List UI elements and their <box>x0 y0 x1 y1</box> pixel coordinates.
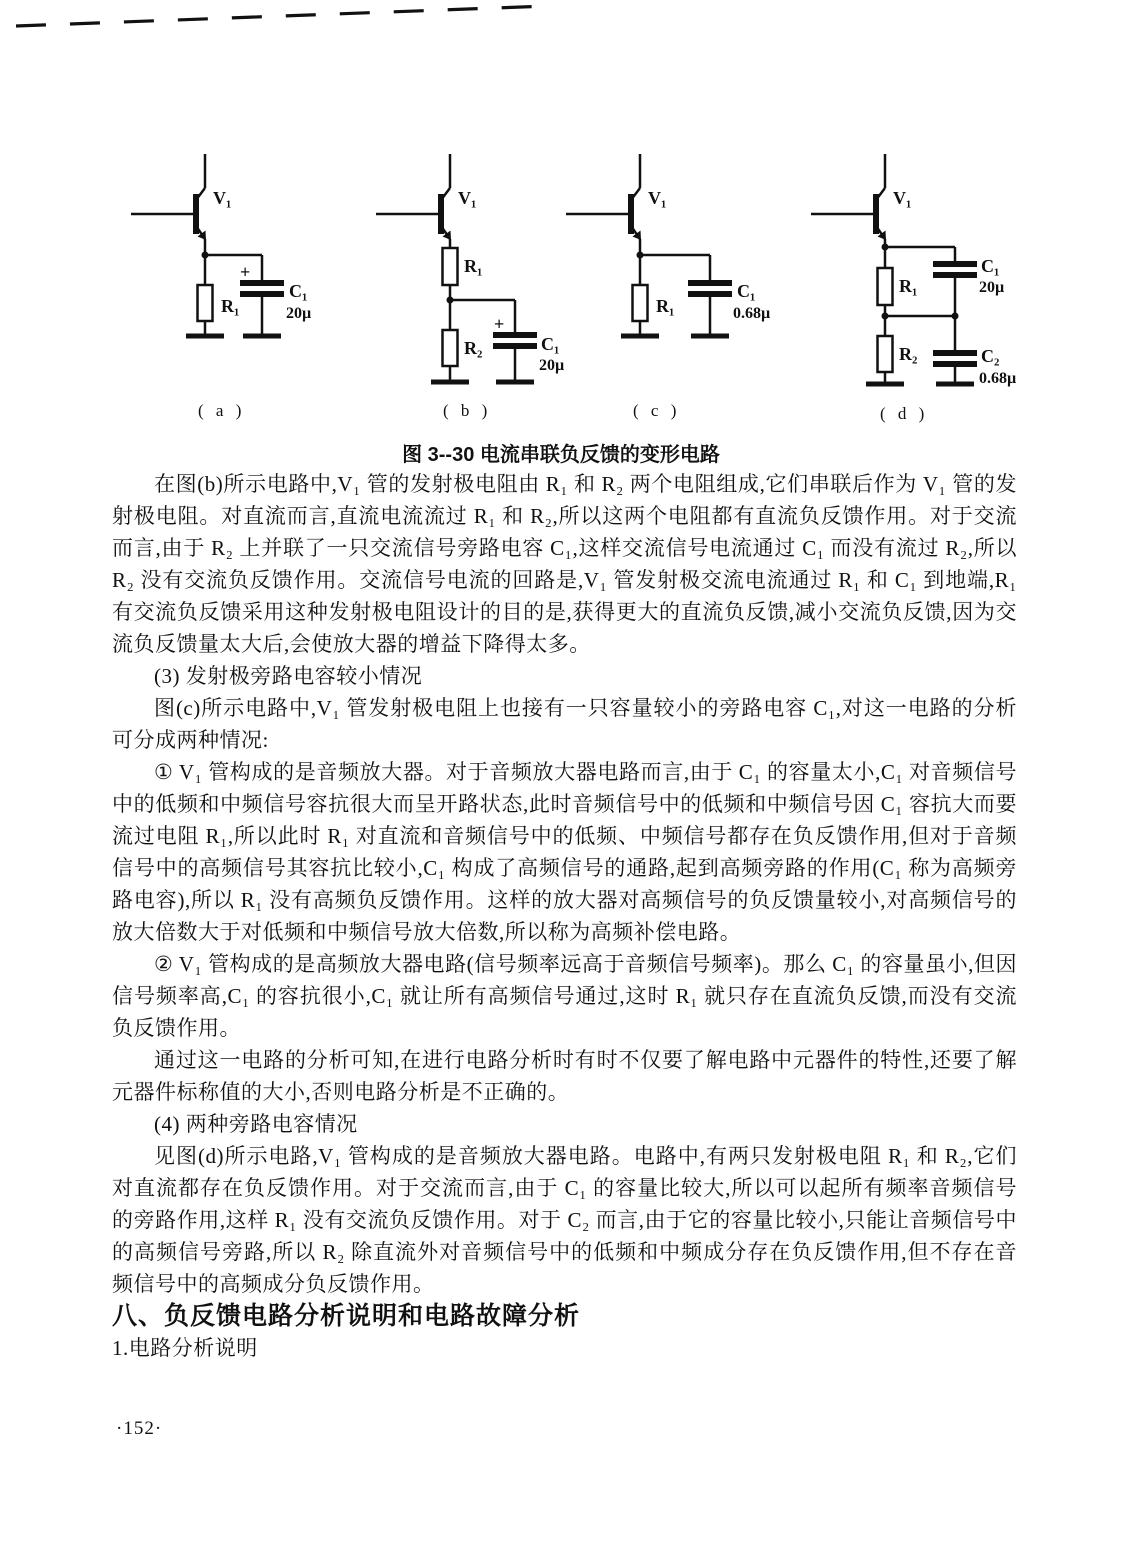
label-plus: + <box>240 262 251 282</box>
sub-heading: 1.电路分析说明 <box>112 1336 258 1360</box>
label-r1: R₁ <box>899 276 918 296</box>
body-text <box>112 468 1017 1364</box>
resistor-r1 <box>633 285 648 321</box>
label-v1: V₁ <box>893 188 912 208</box>
circuit-d-label: ( d ) <box>880 404 929 423</box>
figure-3-30-circuits <box>0 140 1122 440</box>
label-c1: C₁ <box>981 256 1000 276</box>
label-plus: + <box>494 314 505 334</box>
label-v1: V₁ <box>458 188 477 208</box>
paragraph-item-2: ② V₁ 管构成的是高频放大器电路(信号频率远高于音频信号频率)。那么 C₁ 的容量虽小,但因信号频率高,C₁ 的容抗很小,C₁ 就让所有高频信号通过,这时 R₁ 就只存在直流负反馈,而没有交流负反馈作用。 <box>112 952 1017 1040</box>
label-c1: C₁ <box>289 281 308 301</box>
figure-caption: 图 3--30 电流串联负反馈的变形电路 <box>402 444 720 466</box>
label-c1: C₁ <box>737 281 756 301</box>
resistor-r1 <box>443 248 458 285</box>
label-c1-value: 20µ <box>979 279 1005 296</box>
label-v1: V₁ <box>213 188 232 208</box>
label-c1-value: 0.68µ <box>733 305 771 322</box>
page-number: ·152· <box>116 1418 163 1439</box>
label-c1-value: 20µ <box>539 357 565 374</box>
circuit-c <box>566 154 732 336</box>
paragraph: 通过这一电路的分析可知,在进行电路分析时有时不仅要了解电路中元器件的特性,还要了解元器件标称值的大小,否则电路分析是不正确的。 <box>112 1048 1017 1104</box>
resistor-r2 <box>878 336 893 372</box>
circuit-c-label: ( c ) <box>633 401 681 420</box>
section-heading: 八、负反馈电路分析说明和电路故障分析 <box>112 1302 581 1330</box>
paragraph-item-1: ① V₁ 管构成的是音频放大器。对于音频放大器电路而言,由于 C₁ 的容量太小,C₁ 对音频信号中的低频和中频信号容抗很大而呈开路状态,此时音频信号中的低频和中频信号因 C₁ 容抗大而要流过电阻 R₁,所以此时 R₁ 对直流和音频信号中的低频、中频信号都存在负反馈作用,但对于音频信号中的高频信号其容抗比较小,C₁ 构成了高频信号的通路,起到高频旁路的作用(C₁ 称为高频旁路电容),所以 R₁ 没有高频负反馈作用。这样的放大器对高频信号的负反馈量较小,对高频信号的放大倍数大于对低频和中频信号放大倍数,所以称为高频补偿电路。 <box>112 760 1017 944</box>
page-top-dashed-marks <box>0 0 600 34</box>
resistor-r1 <box>878 268 893 305</box>
circuit-b-label: ( b ) <box>443 401 492 420</box>
paragraph-subsection-3: (3) 发射极旁路电容较小情况 <box>154 664 423 688</box>
circuit-a <box>131 154 284 336</box>
paragraph: 见图(d)所示电路,V₁ 管构成的是音频放大器电路。电路中,有两只发射极电阻 R₁ 和 R₂,它们对直流都存在负反馈作用。对于交流而言,由于 C₁ 的容量比较大,所以可以起所有频率音频信号的旁路作用,这样 R₁ 没有交流负反馈作用。对于 C₂ 而言,由于它的容量比较小,只能让音频信号中的高频信号旁路,所以 R₂ 除直流外对音频信号中的低频和中频成分存在负反馈作用,但不存在音频信号中的高频成分负反馈作用。 <box>112 1144 1017 1296</box>
label-c1: C₁ <box>541 334 560 354</box>
resistor-r1 <box>198 285 213 321</box>
paragraph: 图(c)所示电路中,V₁ 管发射极电阻上也接有一只容量较小的旁路电容 C₁,对这一电路的分析可分成两种情况: <box>112 696 1017 752</box>
circuit-b <box>376 154 537 382</box>
label-r1: R₁ <box>221 296 240 316</box>
resistor-r2 <box>443 330 458 366</box>
paragraph-subsection-4: (4) 两种旁路电容情况 <box>154 1112 358 1136</box>
paragraph: 在图(b)所示电路中,V₁ 管的发射极电阻由 R₁ 和 R₂ 两个电阻组成,它们串联后作为 V₁ 管的发射极电阻。对直流而言,直流电流流过 R₁ 和 R₂,所以这两个电阻都有直流负反馈作用。对于交流而言,由于 R₂ 上并联了一只交流信号旁路电容 C₁,这样交流信号电流通过 C₁ 而没有流过 R₂,所以 R₂ 没有交流负反馈作用。交流信号电流的回路是,V₁ 管发射极交流电流通过 R₁ 和 C₁ 到地端,R₁ 有交流负反馈采用这种发射极电阻设计的目的是,获得更大的直流负反馈,减小交流负反馈,因为交流负反馈量太大后,会使放大器的增益下降得太多。 <box>112 472 1017 656</box>
label-r1: R₁ <box>656 296 675 316</box>
label-v1: V₁ <box>648 188 667 208</box>
label-c2-value: 0.68µ <box>979 370 1017 387</box>
label-r2: R₂ <box>464 338 483 358</box>
label-c1-value: 20µ <box>286 305 312 322</box>
circuit-a-label: ( a ) <box>198 401 246 420</box>
label-c2: C₂ <box>981 346 1000 366</box>
label-r1: R₁ <box>464 256 483 276</box>
label-r2: R₂ <box>899 344 918 364</box>
